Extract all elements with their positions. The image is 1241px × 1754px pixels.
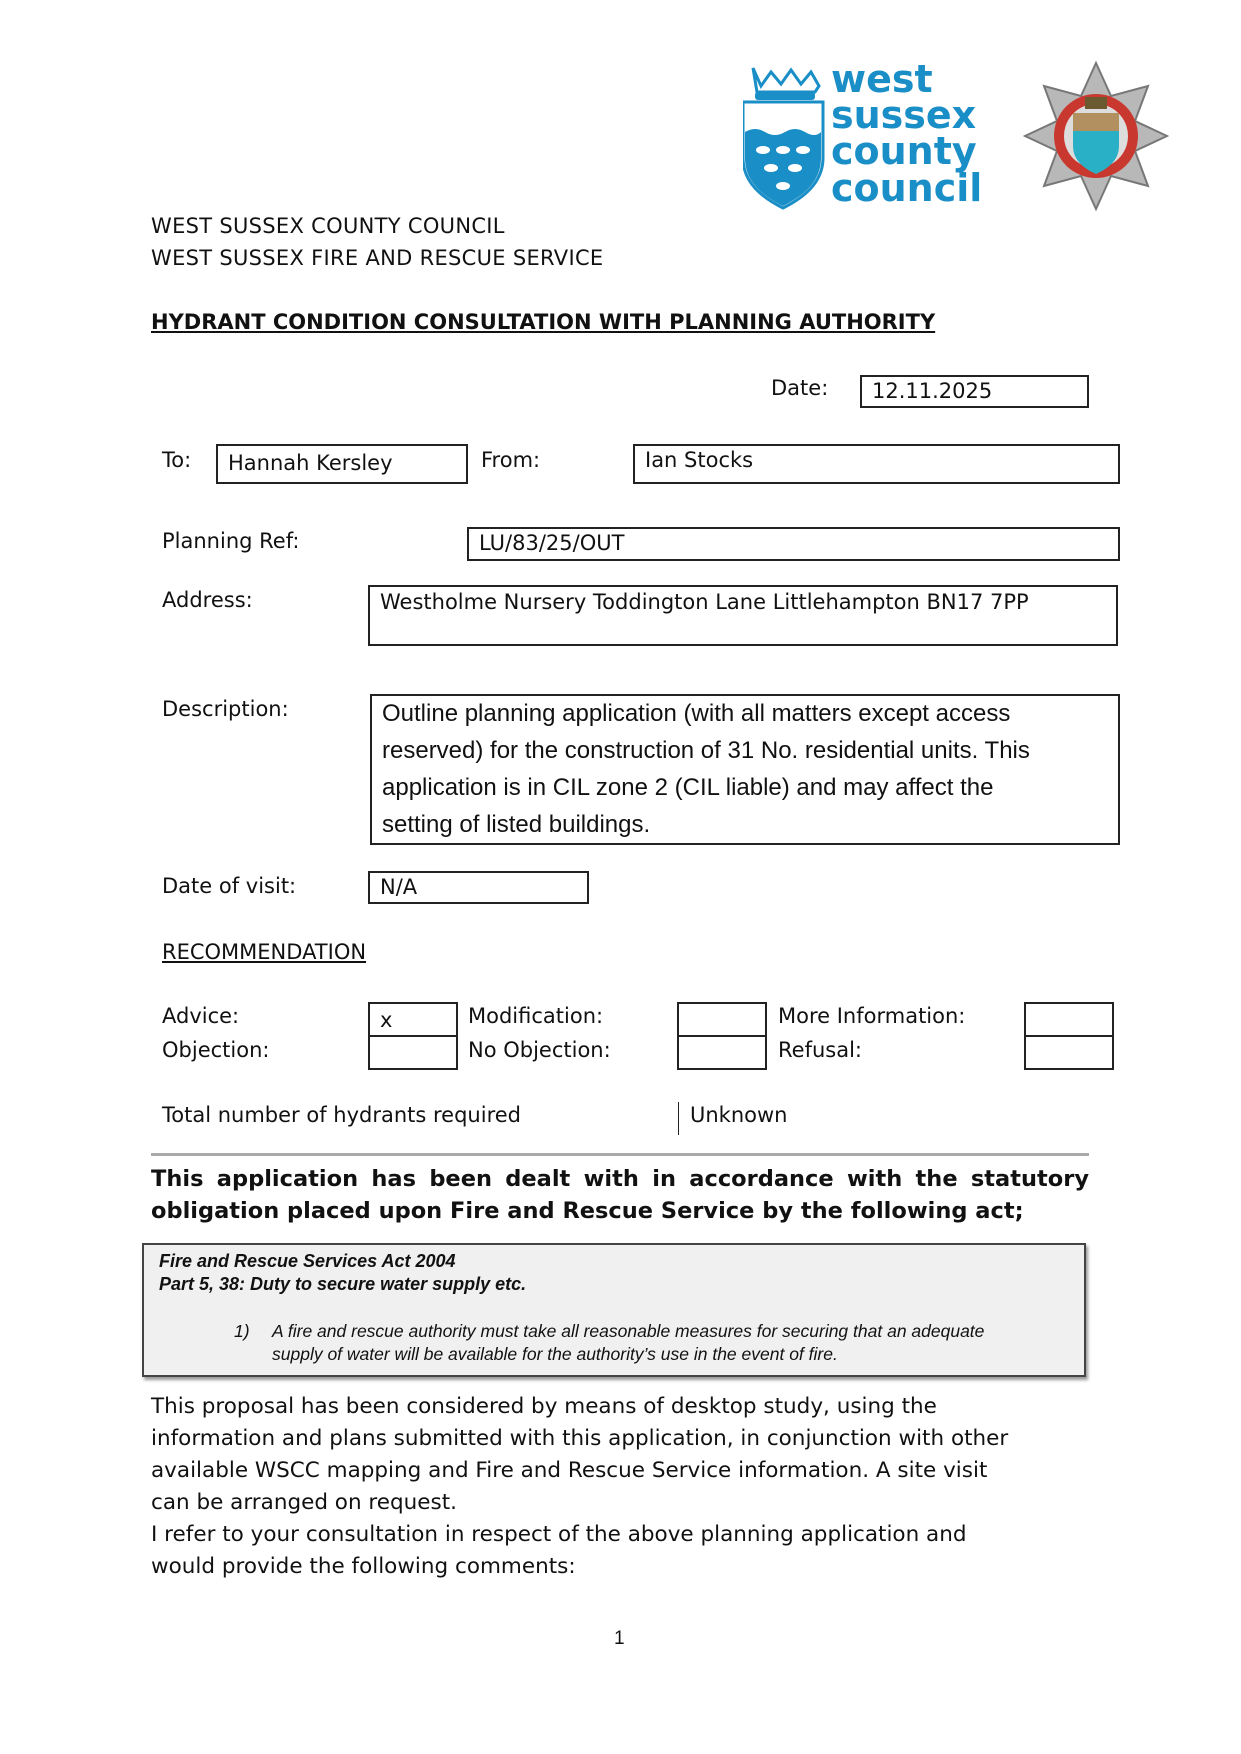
page-number: 1 xyxy=(614,1628,625,1649)
description-label: Description: xyxy=(162,697,289,721)
no-objection-checkbox[interactable] xyxy=(677,1035,767,1070)
hydrants-value: Unknown xyxy=(690,1103,788,1127)
body-line: information and plans submitted with this application, in conjunction with other xyxy=(151,1426,1009,1451)
clause-line: supply of water will be available for the authority’s use in the event of fire. xyxy=(272,1344,838,1364)
body-line: available WSCC mapping and Fire and Rescue Service information. A site visit xyxy=(151,1458,988,1483)
address-value: Westholme Nursery Toddington Lane Littlehampton BN17 7PP xyxy=(380,590,1029,614)
hydrants-divider xyxy=(678,1102,679,1135)
from-field xyxy=(633,444,1120,484)
modification-label: Modification: xyxy=(468,1004,604,1028)
advice-checkbox[interactable] xyxy=(368,1002,458,1037)
no-objection-label: No Objection: xyxy=(468,1038,611,1062)
to-value: Hannah Kersley xyxy=(228,451,393,475)
statutory-intro-line: This application has been dealt with in accordance with the statutory xyxy=(151,1166,1089,1192)
date-label: Date: xyxy=(771,376,829,400)
svg-text:council: council xyxy=(831,166,983,210)
objection-label: Objection: xyxy=(162,1038,270,1062)
body-line: can be arranged on request. xyxy=(151,1490,457,1515)
date-of-visit-field xyxy=(368,871,589,904)
body-line: This proposal has been considered by means of desktop study, using the xyxy=(151,1394,937,1419)
to-label: To: xyxy=(162,448,192,472)
body-line: would provide the following comments: xyxy=(151,1554,576,1579)
planning-ref-label: Planning Ref: xyxy=(162,529,300,553)
date-of-visit-label: Date of visit: xyxy=(162,874,297,898)
clause-number: 1) xyxy=(234,1321,250,1341)
description-line: application is in CIL zone 2 (CIL liable) and may affect the xyxy=(382,774,994,801)
refusal-label: Refusal: xyxy=(778,1038,862,1062)
act-title: Fire and Rescue Services Act 2004 xyxy=(159,1251,456,1271)
advice-mark: x xyxy=(380,1008,393,1032)
description-field xyxy=(370,694,1120,845)
planning-ref-field xyxy=(467,527,1120,561)
body-text xyxy=(151,1391,1101,1583)
section-divider xyxy=(151,1153,1089,1156)
page-title: HYDRANT CONDITION CONSULTATION WITH PLANNING AUTHORITY xyxy=(151,310,936,334)
to-field xyxy=(216,444,468,484)
svg-text:county: county xyxy=(831,129,977,173)
description-line: setting of listed buildings. xyxy=(382,811,651,838)
more-information-label: More Information: xyxy=(778,1004,966,1028)
description-line: Outline planning application (with all matters except access xyxy=(382,700,1011,727)
address-label: Address: xyxy=(162,588,253,612)
description-line: reserved) for the construction of 31 No. residential units. This xyxy=(382,737,1030,764)
svg-text:sussex: sussex xyxy=(831,93,977,137)
fire-service-logo xyxy=(1023,61,1169,211)
body-line: I refer to your consultation in respect of the above planning application and xyxy=(151,1522,967,1547)
refusal-checkbox[interactable] xyxy=(1024,1035,1114,1070)
date-of-visit-value: N/A xyxy=(380,875,418,899)
more-information-checkbox[interactable] xyxy=(1024,1002,1114,1037)
from-value: Ian Stocks xyxy=(645,448,754,472)
hydrants-label: Total number of hydrants required xyxy=(162,1103,521,1127)
modification-checkbox[interactable] xyxy=(677,1002,767,1037)
act-extract-box xyxy=(142,1243,1086,1377)
planning-ref-value: LU/83/25/OUT xyxy=(479,531,625,555)
statutory-intro-line: obligation placed upon Fire and Rescue Service by the following act; xyxy=(151,1198,1024,1224)
council-logo xyxy=(743,58,983,210)
act-part: Part 5, 38: Duty to secure water supply etc. xyxy=(159,1274,527,1294)
recommendation-heading: RECOMMENDATION xyxy=(162,940,367,964)
date-value: 12.11.2025 xyxy=(872,379,993,403)
address-field xyxy=(368,585,1118,646)
fire-service-name: WEST SUSSEX FIRE AND RESCUE SERVICE xyxy=(151,246,604,270)
objection-checkbox[interactable] xyxy=(368,1035,458,1070)
date-field xyxy=(860,375,1089,408)
council-name: WEST SUSSEX COUNTY COUNCIL xyxy=(151,214,505,238)
svg-text:west: west xyxy=(831,58,933,101)
advice-label: Advice: xyxy=(162,1004,240,1028)
clause-line: A fire and rescue authority must take all reasonable measures for securing that an adequate xyxy=(272,1321,985,1341)
from-label: From: xyxy=(481,448,541,472)
